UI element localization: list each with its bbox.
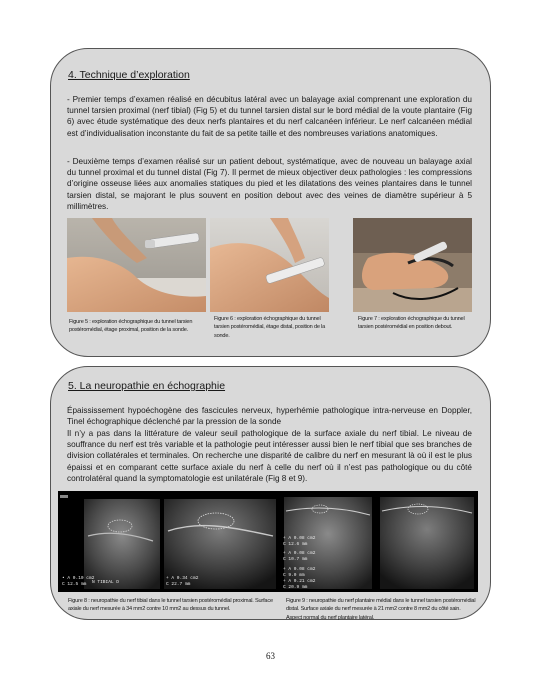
us-label: + A 0.34 cm2	[166, 576, 199, 581]
figure-7-photo	[353, 218, 472, 312]
us-label: + A 0.08 cm2	[283, 536, 316, 541]
section-5-heading: 5. La neuropathie en échographie	[68, 380, 226, 392]
us-label: C 12.6 mm	[283, 542, 308, 547]
section-4-paragraph-1: - Premier temps d’examen réalisé en décubitus latéral avec un balayage axial comprenant une exploration du tunnel tarsien proximal (nerf tibial) (Fig 5) et du tunnel tarsien distal sur le bord médial de la voute plantaire (Fig 6) avec étude systématique des deux nerfs plantaires et du nerf calcanéen inférieur. Le nerf calcanéen médial est d’individualisation inconstante du fait de sa petite taille et des nombreuses variations anatomiques.	[67, 95, 472, 138]
figure-5-caption: Figure 5 : exploration échographique du tunnel tarsien postéromédial, étage proximal, position de la sonde.	[69, 319, 193, 334]
figure-6-caption: Figure 6 : exploration échographique du tunnel tarsien postéromédial, étage distal, position de la sonde.	[214, 316, 326, 339]
us-label: + A 0.08 cm2	[283, 551, 316, 556]
figure-8-caption: Figure 8 : neuropathie du nerf tibial dans le tunnel tarsien postéromédial proximal. Surface axiale du nerf mesurée à 34 mm2 contre 10 mm2 au dessus du tunnel.	[68, 598, 273, 613]
section-4-paragraph-2: - Deuxième temps d’examen réalisé sur un patient debout, systématique, avec de nouveau un balayage axial du tunnel proximal et du tunnel distal (Fig 7). Il permet de mieux objectiver deux pathologies : les compressions d’origine osseuse liées aux anomalies statiques du pied et les dilatations des veines plantaires dans le tunnel tarsien distal, se majorant le plus souvent en position debout avec des veines de diamètre supérieur à 5 millimètres.	[67, 157, 472, 211]
page-number: 63	[266, 651, 275, 661]
us-label: C 9.0 mm	[283, 573, 305, 578]
section-4-heading: 4. Technique d’exploration	[68, 69, 190, 81]
us-label: C 20.9 mm	[283, 585, 308, 590]
figure-6-photo	[210, 218, 329, 312]
figure-5-photo	[67, 218, 206, 312]
us-label: + A 0.21 cm2	[283, 579, 316, 584]
figure-7-caption: Figure 7 : exploration échographique du tunnel tarsien postéromédial en position debout.	[358, 316, 465, 331]
figure-8-9-ultrasound-strip	[58, 491, 478, 592]
us-label: C 12.5 mm	[62, 582, 87, 587]
us-label: • A 0.10 cm2	[62, 576, 95, 581]
section-5-paragraph-1: Épaississement hypoéchogène des fascicules nerveux, hyperhémie pathologique intra-nerveuse en Doppler, Tinel échographique déclenché par la pression de la sonde	[67, 406, 472, 427]
section-5-paragraph-2: Il n’y a pas dans la littérature de valeur seuil pathologique de la surface axiale du nerf tibial. Le niveau de souffrance du nerf est très variable et la pathologie peut intéresser aussi bien le nerf tibial que ses branches de division collatérales et terminales. On recherche une disparité de calibre du nerf en mesurant là où il est le plus épaissi et en comparant cette surface axiale du nerf à celle du nerf où il n’est pas pathologique ou du côté controlatéral quand la symptomatologie est unilatérale (Fig 8 et 9).	[67, 429, 472, 483]
us-label: + A 0.08 cm2	[283, 567, 316, 572]
us-label: C 10.7 mm	[283, 557, 308, 562]
figure-9-caption: Figure 9 : neuropathie du nerf plantaire médial dans le tunnel tarsien postéromédial distal. Surface axiale du nerf mesurée à 21 mm2 contre 8 mm2 du côté sain. Aspect normal du nerf plantaire latéral.	[286, 598, 476, 621]
us-label: N TIBIAL D	[92, 580, 120, 585]
us-label: C 22.7 mm	[166, 582, 191, 587]
